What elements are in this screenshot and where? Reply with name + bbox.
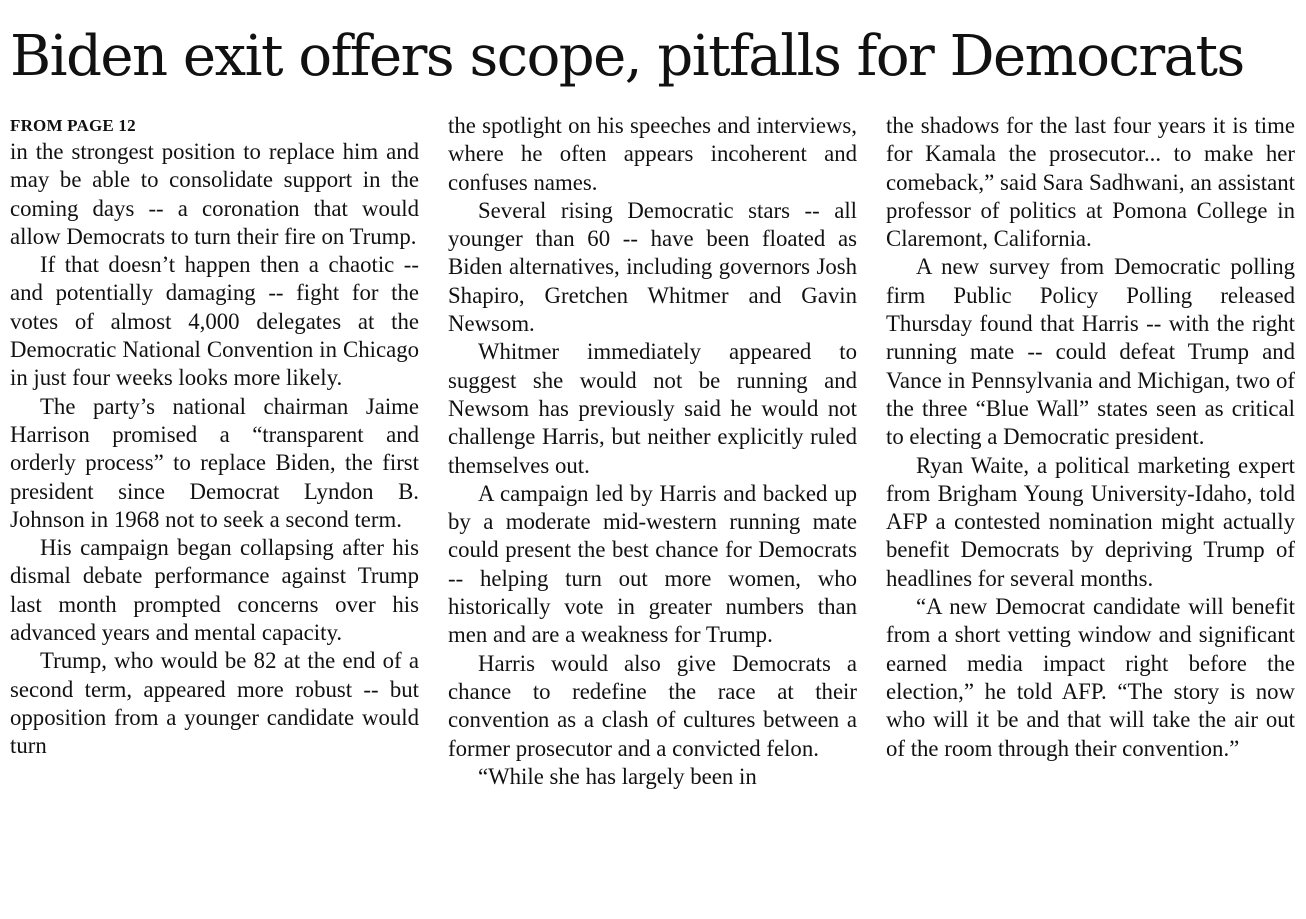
paragraph: His campaign began collapsing after his dismal debate performance against Trump last month prompted concerns over his advanced years and mental capacity. <box>10 535 419 646</box>
paragraph: “A new Democrat candidate will benefit from a short vetting window and significant earned media impact right before the election,” he told AFP. “The story is now who will it be and that will take the air out of the room through their convention.” <box>886 594 1295 761</box>
paragraph: in the strongest position to replace him and may be able to consolidate support in the coming days -- a coronation that would allow Democrats to turn their fire on Trump. <box>10 139 419 249</box>
jump-line: FROM PAGE 12 <box>10 116 136 135</box>
paragraph: “While she has largely been in <box>478 763 757 789</box>
column-1 <box>10 112 419 912</box>
paragraph: Trump, who would be 82 at the end of a second term, appeared more robust -- but opposition from a younger candidate would turn <box>10 648 419 759</box>
paragraph: If that doesn’t happen then a chaotic -- and potentially damaging -- fight for the votes of almost 4,000 delegates at the Democratic National Convention in Chicago in just four weeks looks more likely. <box>10 252 419 391</box>
paragraph: the shadows for the last four years it is time for Kamala the prosecutor... to make her comeback,” said Sara Sadhwani, an assistant professor of politics at Pomona College in Claremont, California. <box>886 113 1295 252</box>
paragraph: A new survey from Democratic polling firm Public Policy Polling released Thursday found that Harris -- with the right running mate -- could defeat Trump and Vance in Pennsylvania and Michigan, two of the three “Blue Wall” states seen as critical to electing a Democratic president. <box>886 254 1295 450</box>
paragraph: Ryan Waite, a political marketing expert from Brigham Young University-Idaho, told AFP a contested nomination might actually benefit Democrats by depriving Trump of headlines for several months. <box>886 452 1295 591</box>
headline: Biden exit offers scope, pitfalls for Democrats <box>10 24 1244 89</box>
column-2 <box>448 112 857 912</box>
paragraph: Several rising Democratic stars -- all younger than 60 -- have been floated as Biden alternatives, including governors Josh Shapiro, Gretchen Whitmer and Gavin Newsom. <box>448 197 857 337</box>
paragraph: Whitmer immediately appeared to suggest she would not be running and Newsom has previously said he would not challenge Harris, but neither explicitly ruled themselves out. <box>448 339 857 478</box>
paragraph: The party’s national chairman Jaime Harrison promised a “transparent and orderly process” to replace Biden, the first president since Democrat Lyndon B. Johnson in 1968 not to seek a second term. <box>10 393 419 532</box>
article-body <box>10 112 1296 912</box>
paragraph: Harris would also give Democrats a chance to redefine the race at their convention as a clash of cultures between a former prosecutor and a convicted felon. <box>448 650 857 761</box>
paragraph: the spotlight on his speeches and interviews, where he often appears incoherent and confuses names. <box>448 113 857 195</box>
column-3 <box>886 112 1295 912</box>
paragraph: A campaign led by Harris and backed up by a moderate mid-western running mate could present the best chance for Democrats -- helping turn out more women, who historically vote in greater numbers than men and are a weakness for Trump. <box>448 480 857 648</box>
